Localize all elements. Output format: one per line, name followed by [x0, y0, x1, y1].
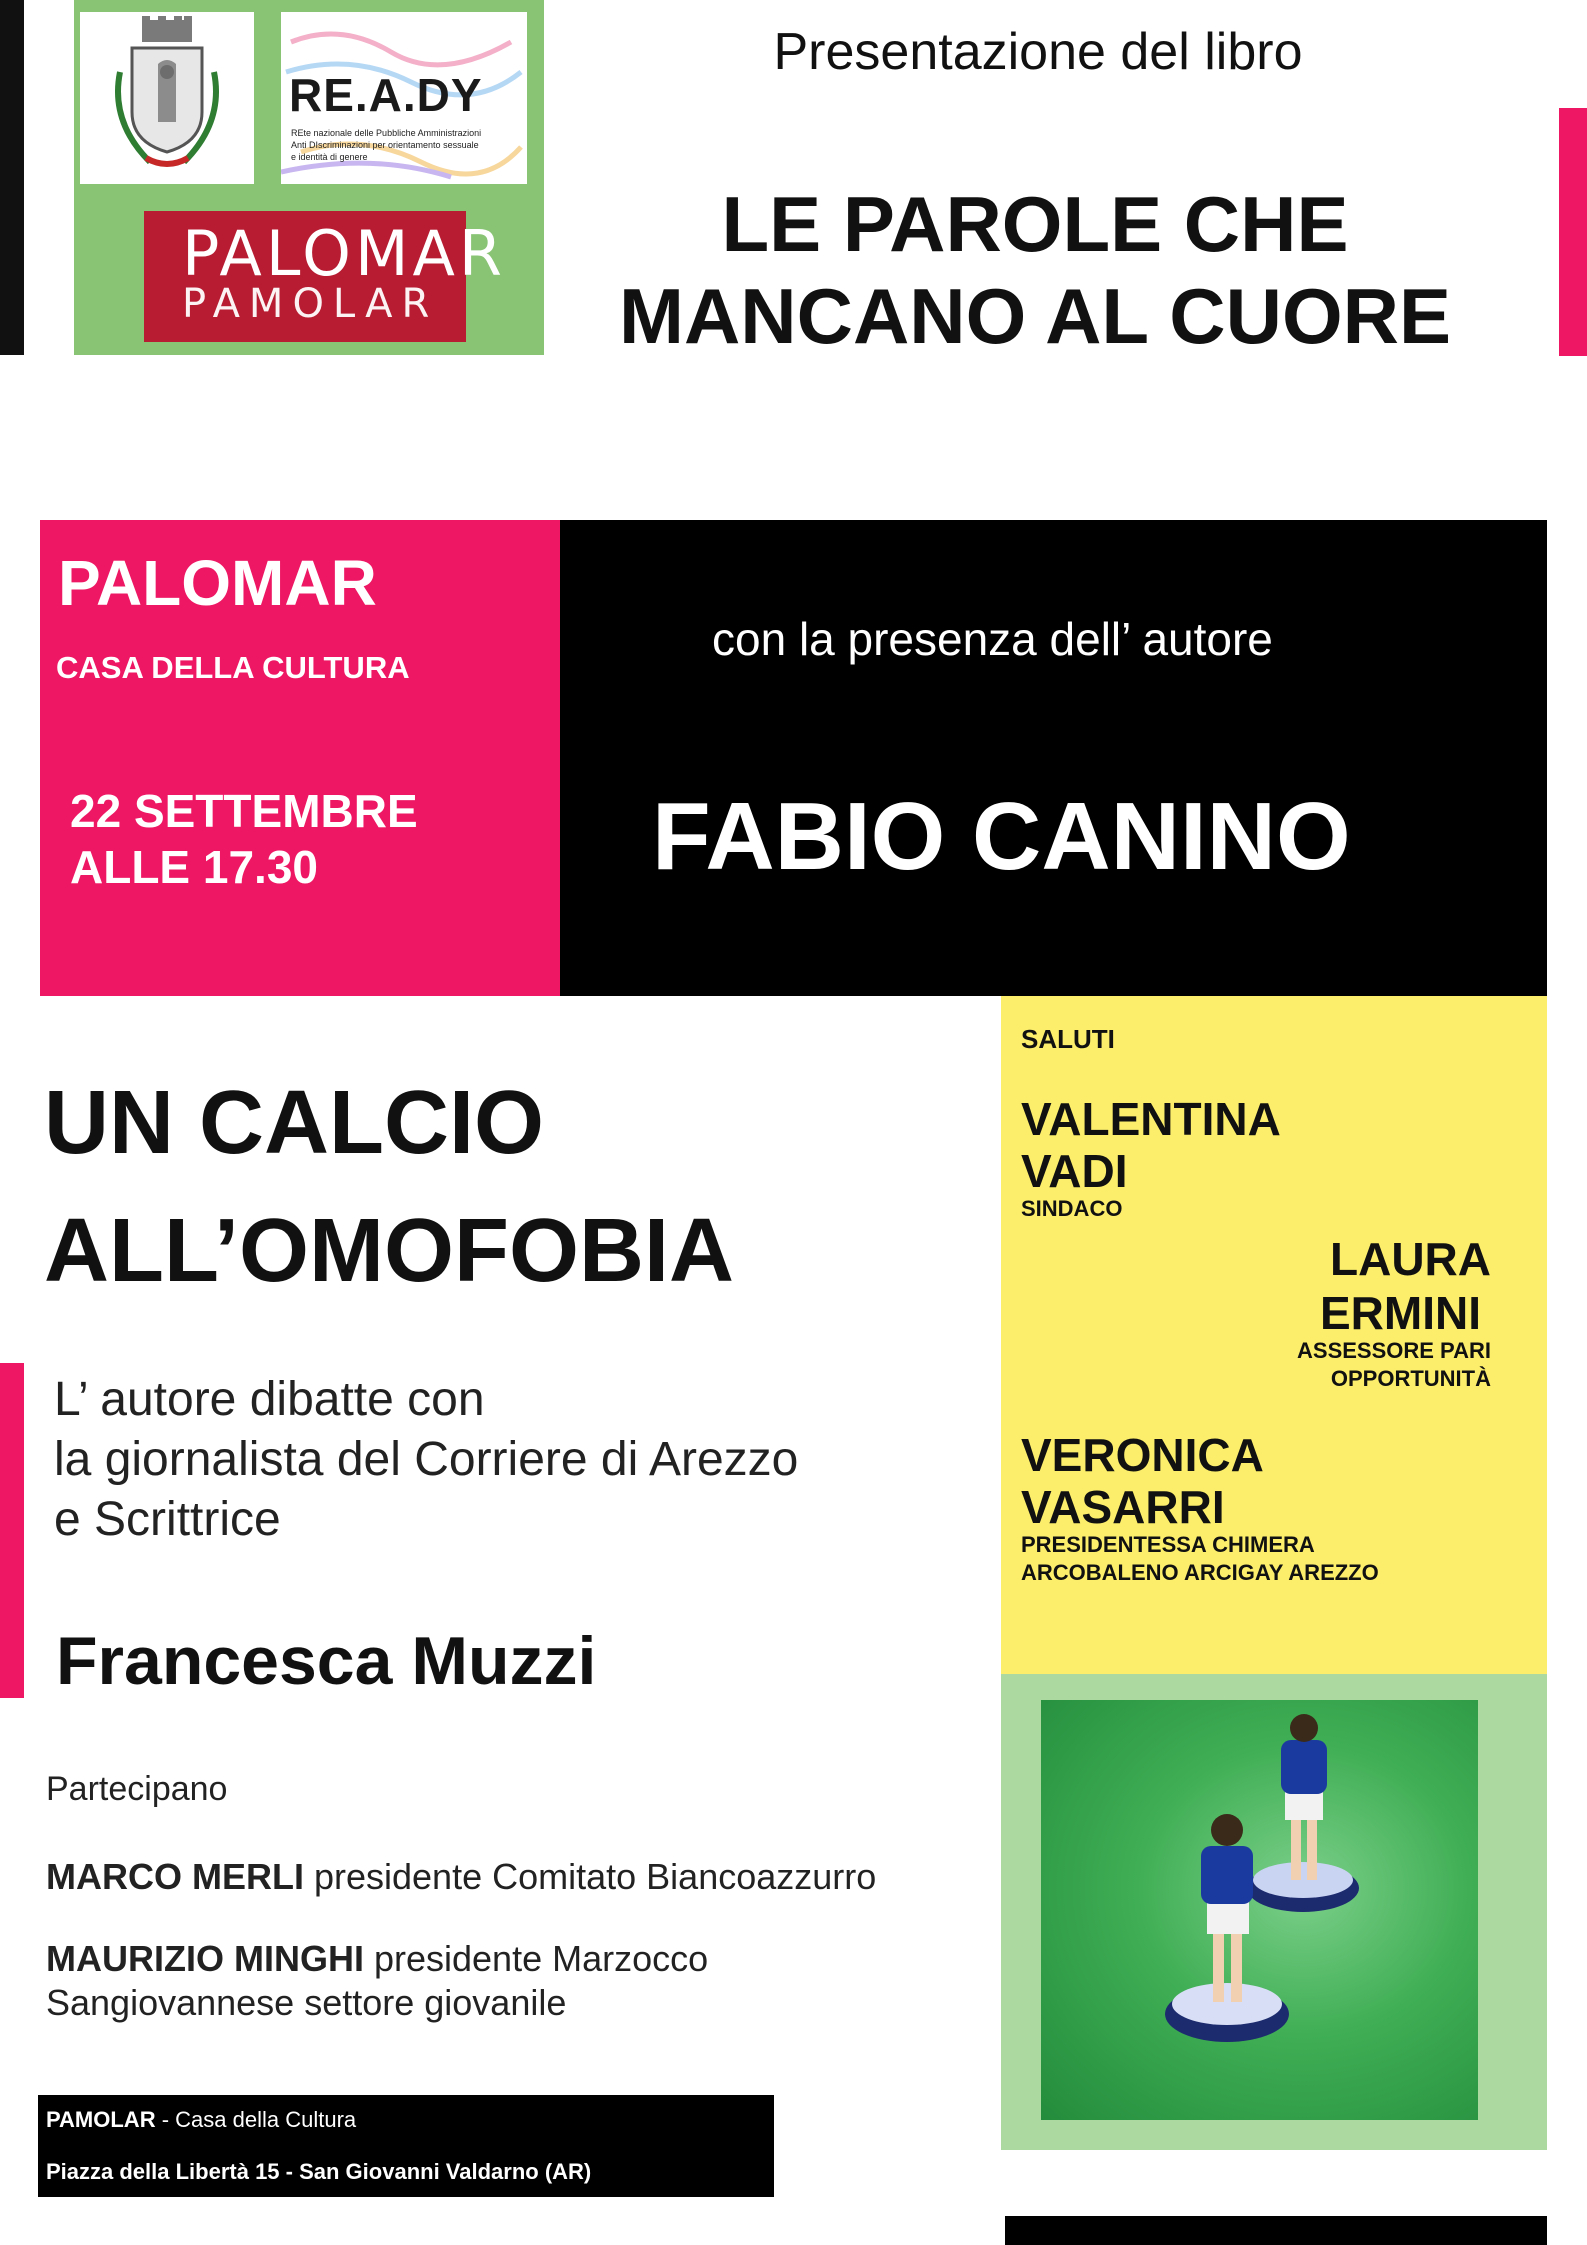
author-panel — [560, 520, 1547, 996]
saluto-2-last-name: ERMINI — [1320, 1287, 1481, 1339]
right-pink-accent-bar — [1559, 108, 1587, 356]
event-description-line-1: L’ autore dibatte con — [54, 1373, 485, 1426]
address-place-name: PAMOLAR — [46, 2107, 156, 2132]
saluto-3-last-name: VASARRI — [1021, 1481, 1225, 1533]
book-title — [580, 178, 1490, 362]
municipal-crest-logo — [80, 12, 254, 184]
venue-name: PALOMAR — [58, 547, 377, 619]
event-title-line-1: UN CALCIO — [44, 1073, 544, 1173]
participant-1-role: presidente Comitato Biancoazzurro — [303, 1856, 877, 1897]
participant-1-name: MARCO MERLI — [46, 1856, 304, 1897]
saluto-3-role-line-2: ARCOBALENO ARCIGAY AREZZO — [1021, 1560, 1379, 1585]
event-intro-heading: Presentazione del libro — [773, 23, 1303, 81]
author-name: FABIO CANINO — [652, 783, 1351, 890]
event-description-line-2: la giornalista del Corriere di Arezzo — [54, 1433, 799, 1486]
book-cover-image — [1041, 1700, 1478, 2120]
left-pink-accent-bar — [0, 1363, 24, 1698]
left-black-accent-bar — [0, 0, 24, 355]
palomar-logo — [144, 211, 506, 342]
guest-name: Francesca Muzzi — [56, 1623, 597, 1699]
ready-logo-subtitle-3: e identità di genere — [291, 152, 368, 162]
participant-2-role: presidente Marzocco — [363, 1938, 709, 1979]
saluto-1-last-name: VADI — [1021, 1145, 1128, 1197]
saluto-2-role-line-1: ASSESSORE PARI — [1297, 1338, 1491, 1363]
participant-1 — [46, 1856, 876, 1898]
author-intro: con la presenza dell’ autore — [712, 613, 1273, 665]
venue-panel — [40, 520, 560, 996]
participant-2 — [46, 1938, 708, 1980]
address-place — [46, 2107, 356, 2133]
ready-logo-subtitle-1: REte nazionale delle Pubbliche Amministrazioni — [291, 128, 482, 138]
ready-network-logo — [281, 12, 527, 184]
bottom-right-black-bar — [1005, 2216, 1547, 2245]
book-title-line-2: MANCANO AL CUORE — [619, 272, 1451, 360]
event-time: ALLE 17.30 — [70, 841, 318, 893]
event-title-line-2: ALL’OMOFOBIA — [44, 1201, 734, 1301]
palomar-logo-top-text: PALOMAR — [182, 217, 506, 290]
venue-subtitle: CASA DELLA CULTURA — [56, 650, 410, 685]
saluto-1-first-name: VALENTINA — [1021, 1093, 1281, 1145]
participant-2-name: MAURIZIO MINGHI — [46, 1938, 364, 1979]
book-title-line-1: LE PAROLE CHE — [721, 180, 1349, 268]
saluto-1-role: SINDACO — [1021, 1196, 1123, 1221]
participant-2-role-continued: Sangiovannese settore giovanile — [46, 1982, 567, 2023]
saluto-2-role-line-2: OPPORTUNITÀ — [1330, 1366, 1491, 1391]
address-place-subtitle: - Casa della Cultura — [155, 2107, 357, 2132]
address-box — [38, 2095, 774, 2197]
crest-icon — [80, 12, 254, 184]
event-date: 22 SETTEMBRE — [70, 785, 418, 837]
participants-label: Partecipano — [46, 1770, 228, 1808]
palomar-logo-bottom-text: PAMOLAR — [182, 281, 439, 327]
saluti-panel — [1001, 996, 1547, 1674]
ready-logo-title: RE.A.DY — [289, 69, 483, 121]
saluto-2-first-name: LAURA — [1330, 1233, 1491, 1285]
saluto-3-first-name: VERONICA — [1021, 1429, 1264, 1481]
ready-logo-subtitle-2: Anti DIscriminazioni per orientamento sessuale — [291, 140, 479, 150]
address-street: Piazza della Libertà 15 - San Giovanni Valdarno (AR) — [46, 2159, 592, 2184]
saluti-label: SALUTI — [1021, 1024, 1115, 1054]
event-description-line-3: e Scrittrice — [54, 1493, 281, 1546]
saluto-3-role-line-1: PRESIDENTESSA CHIMERA — [1021, 1532, 1315, 1557]
subbuteo-players-icon — [1041, 1700, 1478, 2120]
